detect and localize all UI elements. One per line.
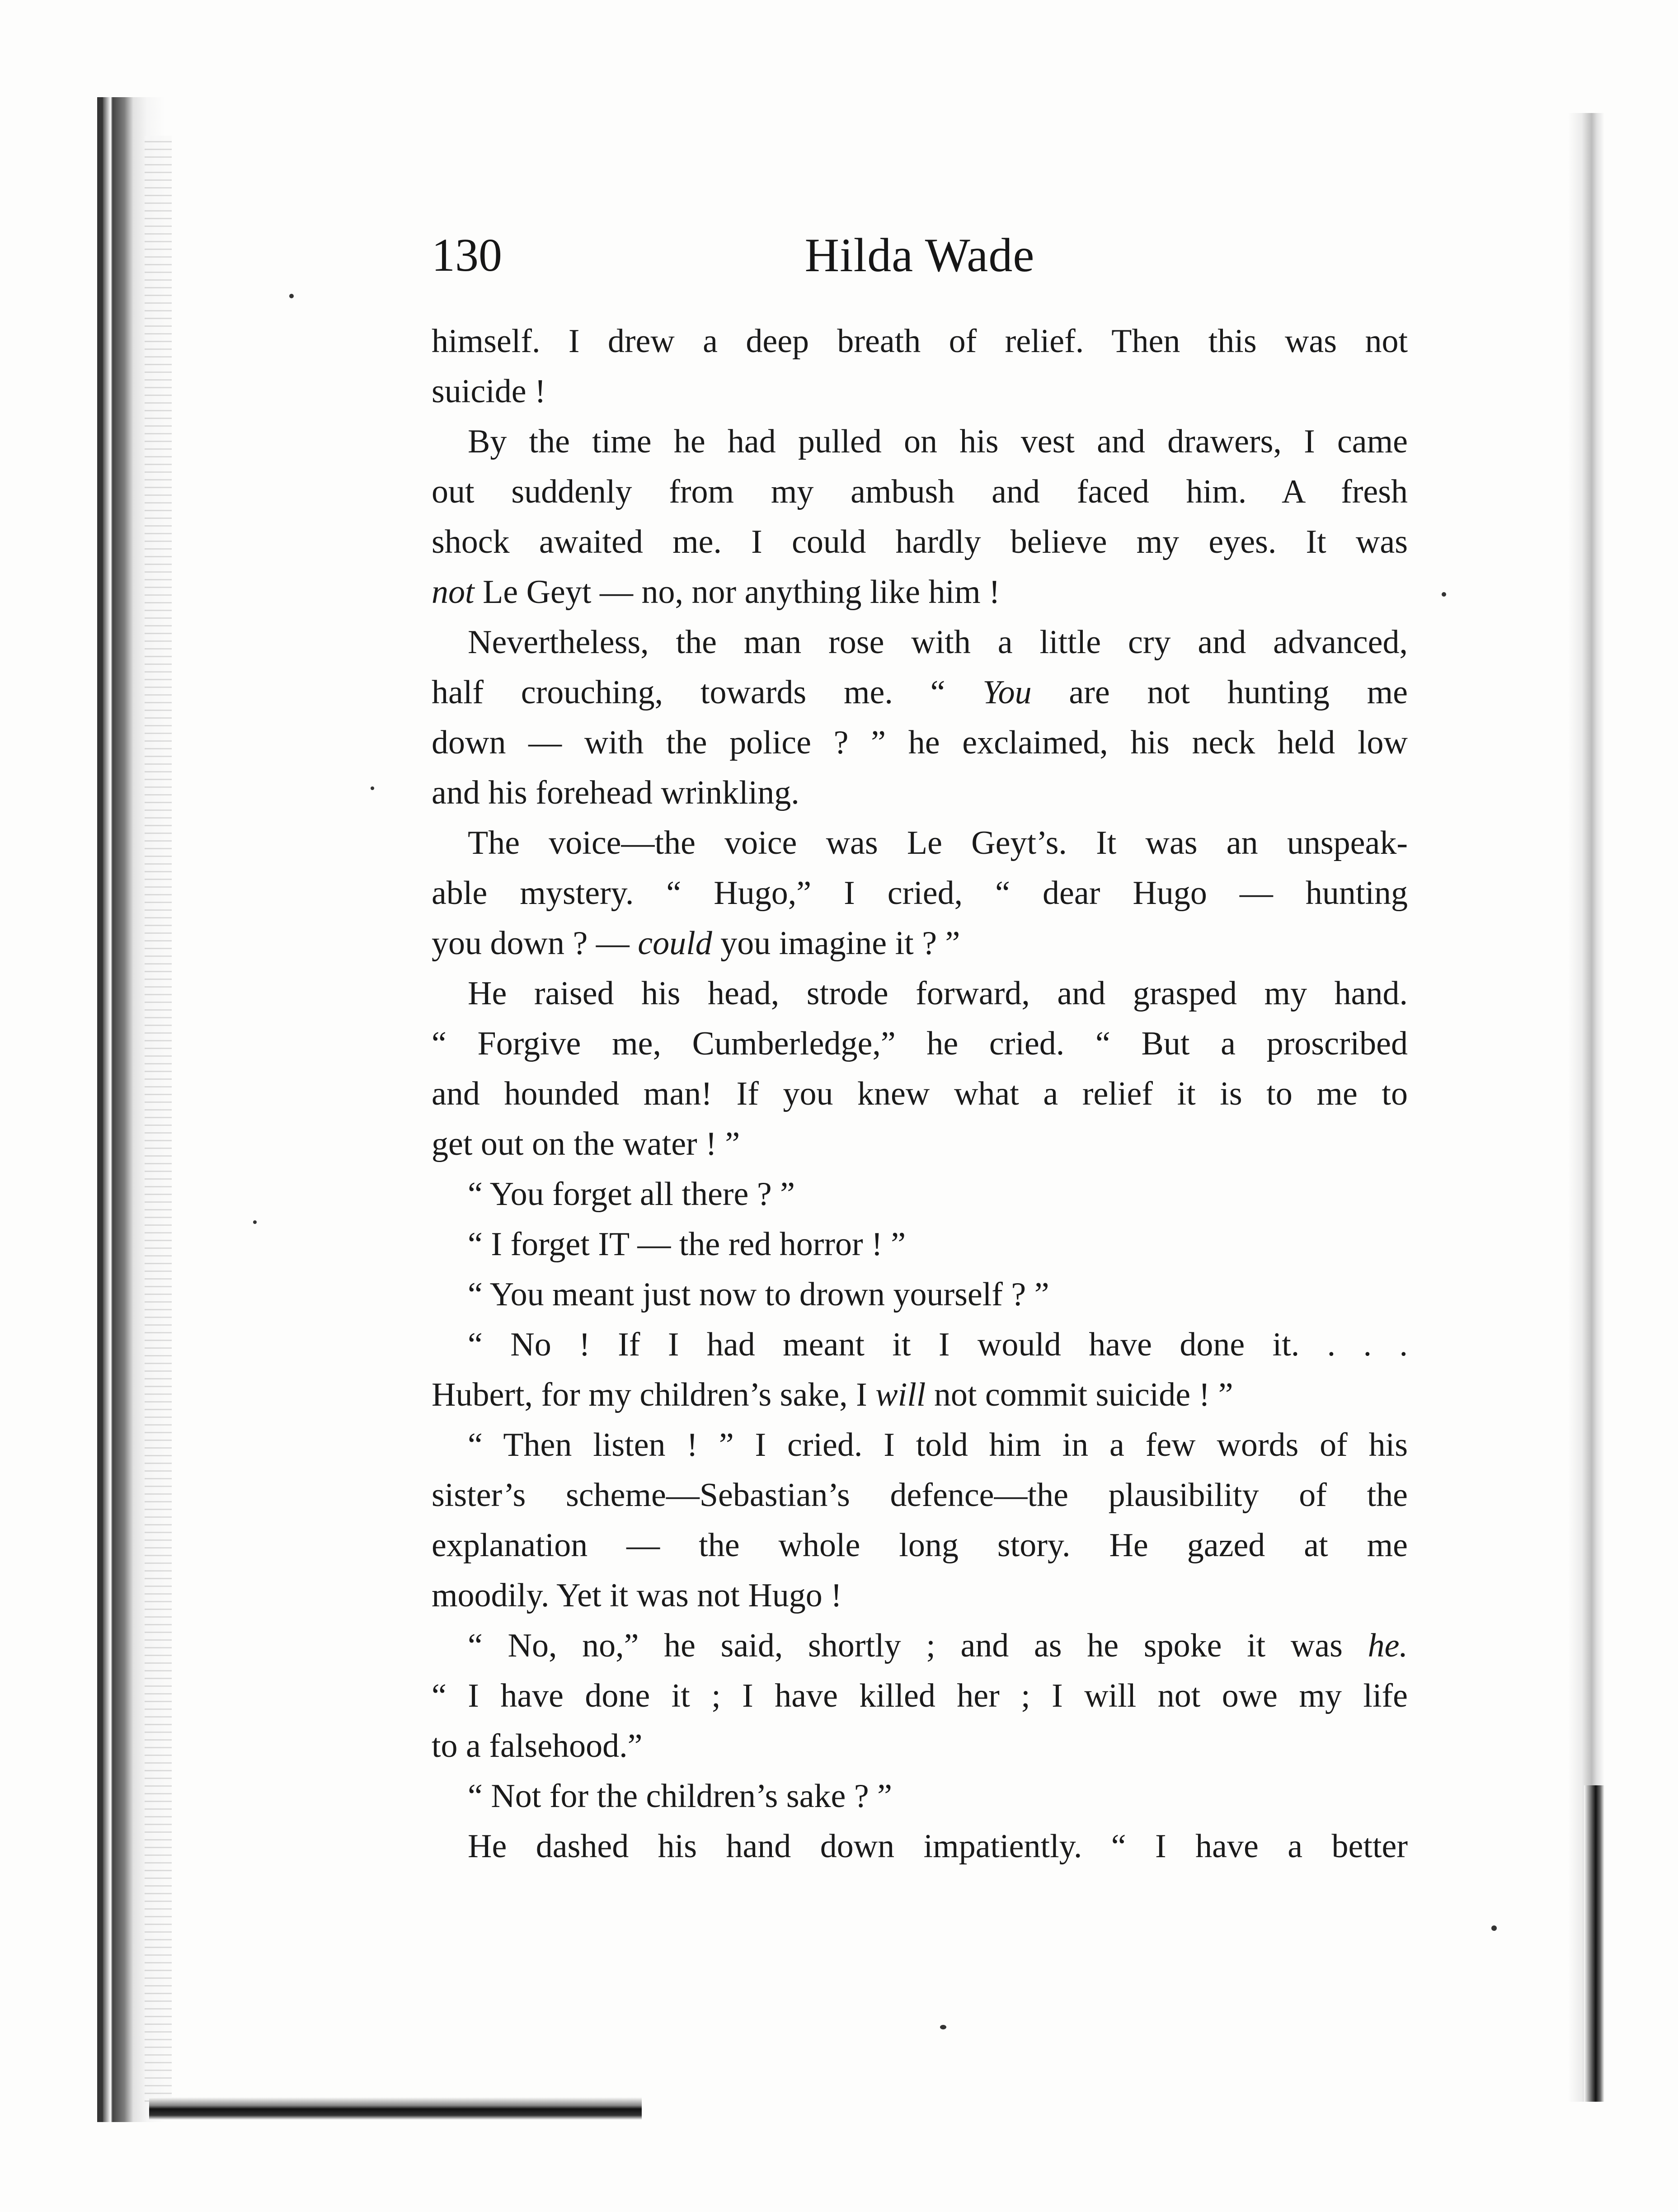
- line-text: you down ? —: [432, 925, 638, 962]
- text-line: [432, 668, 1408, 718]
- line-text: “ You meant just now to drown yourself ? ”: [468, 1276, 1049, 1313]
- text-line: [432, 768, 1408, 818]
- text-line: [432, 1571, 1408, 1621]
- line-text: to a falsehood.”: [432, 1727, 643, 1765]
- line-text: Le Geyt — no, nor anything like him !: [474, 574, 1000, 611]
- line-text: “ You forget all there ? ”: [468, 1176, 795, 1213]
- line-text: “ Then listen ! ” I cried. I told him in a few words of his: [468, 1426, 1408, 1464]
- line-text: Nevertheless, the man rose with a little cry and advanced,: [468, 624, 1408, 661]
- line-text: out suddenly from my ambush and faced him. A fresh: [432, 473, 1408, 510]
- text-line: [432, 1370, 1408, 1420]
- page-number: 130: [432, 229, 502, 281]
- text-line: [432, 868, 1408, 918]
- body-text: [432, 316, 1408, 1872]
- text-line: [432, 1320, 1408, 1370]
- line-text: moodily. Yet it was not Hugo !: [432, 1577, 842, 1614]
- line-text: explanation — the whole long story. He gazed at me: [432, 1527, 1408, 1564]
- text-line: [432, 1671, 1408, 1721]
- line-text: suicide !: [432, 373, 546, 410]
- scan-edge-right: [1584, 1785, 1604, 2102]
- text-line: [432, 918, 1408, 969]
- line-text: “ Forgive me, Cumberledge,” he cried. “ But a proscribed: [432, 1025, 1408, 1062]
- line-text: you imagine it ? ”: [712, 925, 960, 962]
- line-text: himself. I drew a deep breath of relief. Then this was not: [432, 323, 1408, 360]
- text-line: [432, 316, 1408, 367]
- line-text: not commit suicide ! ”: [926, 1376, 1233, 1413]
- text-line: [432, 1470, 1408, 1520]
- running-title: Hilda Wade: [804, 229, 1035, 282]
- text-line: [432, 1219, 1408, 1270]
- text-line: [432, 969, 1408, 1019]
- text-line: [432, 1721, 1408, 1771]
- italic-word: You: [982, 674, 1032, 711]
- scan-edge-bottom: [149, 2097, 642, 2120]
- line-text: Hubert, for my children’s sake, I: [432, 1376, 876, 1413]
- line-text: and his forehead wrinkling.: [432, 774, 799, 811]
- page-header: [432, 221, 1408, 289]
- line-text: “ Not for the children’s sake ? ”: [468, 1778, 893, 1815]
- scan-speck: [253, 1220, 257, 1224]
- scan-gutter-texture: [145, 136, 172, 2102]
- scan-speck: [1491, 1925, 1497, 1931]
- line-text: are not hunting me: [1031, 674, 1408, 711]
- line-text: shock awaited me. I could hardly believe my eyes. It was: [432, 523, 1408, 560]
- text-line: [432, 367, 1408, 417]
- line-text: “ I have done it ; I have killed her ; I will not owe my life: [432, 1677, 1408, 1714]
- line-text: and hounded man! If you knew what a relief it is to me to: [432, 1075, 1408, 1112]
- line-text: He dashed his hand down impatiently. “ I have a better: [468, 1828, 1408, 1865]
- text-line: [432, 718, 1408, 768]
- text-line: [432, 617, 1408, 668]
- line-text: He raised his head, strode forward, and grasped my hand.: [468, 975, 1408, 1012]
- text-line: [432, 818, 1408, 868]
- text-line: [432, 1821, 1408, 1872]
- line-text: “ No, no,” he said, shortly ; and as he spoke it was: [468, 1627, 1368, 1664]
- line-text: “ I forget IT — the red horror ! ”: [468, 1226, 906, 1263]
- line-text: The voice—the voice was Le Geyt’s. It was an unspeak-: [468, 824, 1408, 861]
- scan-speck: [289, 294, 294, 298]
- italic-word: he.: [1368, 1627, 1408, 1664]
- text-line: [432, 517, 1408, 567]
- text-line: [432, 1771, 1408, 1821]
- line-text: “ No ! If I had meant it I would have done it. . . .: [468, 1326, 1408, 1363]
- line-text: down — with the police ? ” he exclaimed, his neck held low: [432, 724, 1408, 761]
- line-text: sister’s scheme—Sebastian’s defence—the plausibility of the: [432, 1477, 1408, 1514]
- text-line: [432, 1270, 1408, 1320]
- text-line: [432, 1019, 1408, 1069]
- text-line: [432, 417, 1408, 467]
- text-line: [432, 1621, 1408, 1671]
- italic-word: will: [875, 1376, 926, 1413]
- text-line: [432, 1119, 1408, 1169]
- italic-word: not: [432, 574, 475, 611]
- scan-speck: [940, 2025, 946, 2029]
- scan-speck: [371, 786, 374, 790]
- italic-word: could: [638, 925, 712, 962]
- text-line: [432, 1520, 1408, 1571]
- text-line: [432, 1169, 1408, 1219]
- text-line: [432, 1069, 1408, 1119]
- text-line: [432, 567, 1408, 617]
- line-text: By the time he had pulled on his vest and drawers, I came: [468, 423, 1408, 460]
- text-line: [432, 467, 1408, 517]
- line-text: half crouching, towards me. “: [432, 674, 983, 711]
- text-line: [432, 1420, 1408, 1470]
- line-text: get out on the water ! ”: [432, 1125, 740, 1162]
- line-text: able mystery. “ Hugo,” I cried, “ dear Hugo — hunting: [432, 875, 1408, 912]
- scan-speck: [1442, 592, 1446, 597]
